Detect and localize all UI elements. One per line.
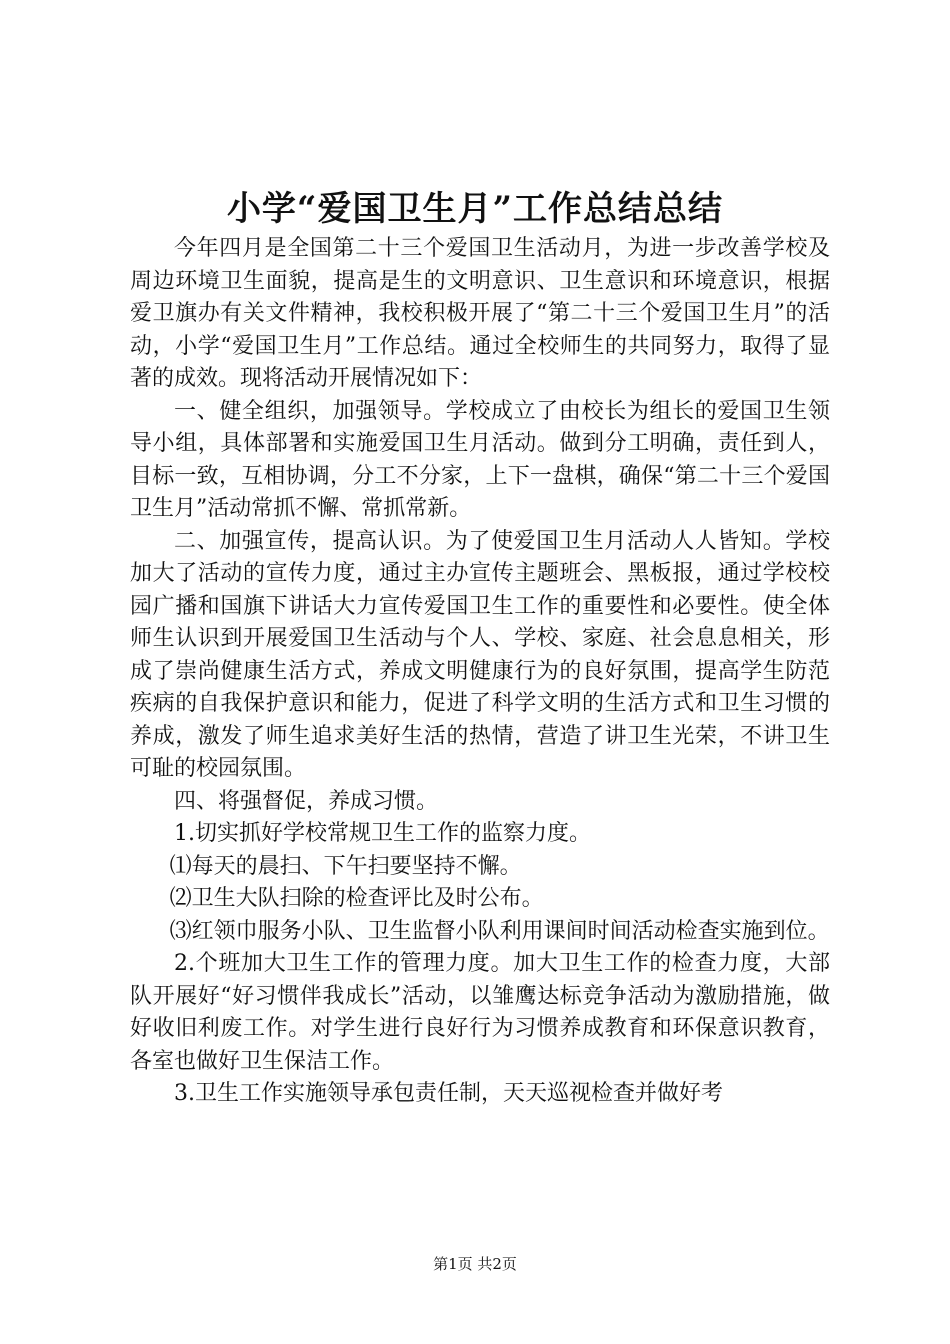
list-subitem-1: ⑴每天的晨扫、下午扫要坚持不懈。	[169, 853, 522, 879]
paragraph-section-4: 四、将强督促，养成习惯。	[174, 788, 439, 814]
paragraph-section-1: 一、健全组织，加强领导。学校成立了由校长为组长的爱国卫生领导小组，具体部署和实施爱国卫生月活动。做到分工明确，责任到人，目标一致，互相协调，分工不分家，上下一盘棋，确保“第二十三个爱国卫生月”活动常抓不懈、常抓常新。	[130, 398, 830, 521]
list-item-3: 3.卫生工作实施领导承包责任制，天天巡视检查并做好考	[174, 1081, 723, 1106]
list-subitem-3: ⑶红领巾服务小队、卫生监督小队利用课间时间活动检查实施到位。	[169, 918, 830, 944]
page-footer: 第1页 共2页	[433, 1255, 517, 1273]
list-item-2: 2.个班加大卫生工作的管理力度。加大卫生工作的检查力度，大部队开展好“好习惯伴我成长”活动，以雏鹰达标竞争活动为激励措施，做好收旧利废工作。对学生进行良好行为习惯养成教育和环保意识教育，各室也做好卫生保洁工作。	[130, 951, 830, 1074]
paragraph-intro: 今年四月是全国第二十三个爱国卫生活动月，为进一步改善学校及周边环境卫生面貌，提高是生的文明意识、卫生意识和环境意识，根据爱卫旗办有关文件精神，我校积极开展了“第二十三个爱国卫生月”的活动，小学“爱国卫生月”工作总结。通过全校师生的共同努力，取得了显著的成效。现将活动开展情况如下：	[130, 236, 830, 391]
document-title: 小学“爱国卫生月”工作总结总结	[226, 189, 724, 229]
paragraph-section-2: 二、加强宣传，提高认识。为了使爱国卫生月活动人人皆知。学校加大了活动的宣传力度，通过主办宣传主题班会、黑板报，通过学校校园广播和国旗下讲话大力宣传爱国卫生工作的重要性和必要性。使全体师生认识到开展爱国卫生活动与个人、学校、家庭、社会息息相关，形成了崇尚健康生活方式，养成文明健康行为的良好氛围，提高学生防范疾病的自我保护意识和能力，促进了科学文明的生活方式和卫生习惯的养成，激发了师生追求美好生活的热情，营造了讲卫生光荣，不讲卫生可耻的校园氛围。	[130, 528, 830, 781]
document-body	[130, 233, 830, 1111]
list-item-1: 1.切实抓好学校常规卫生工作的监察力度。	[174, 821, 591, 846]
list-subitem-2: ⑵卫生大队扫除的检查评比及时公布。	[169, 886, 544, 911]
